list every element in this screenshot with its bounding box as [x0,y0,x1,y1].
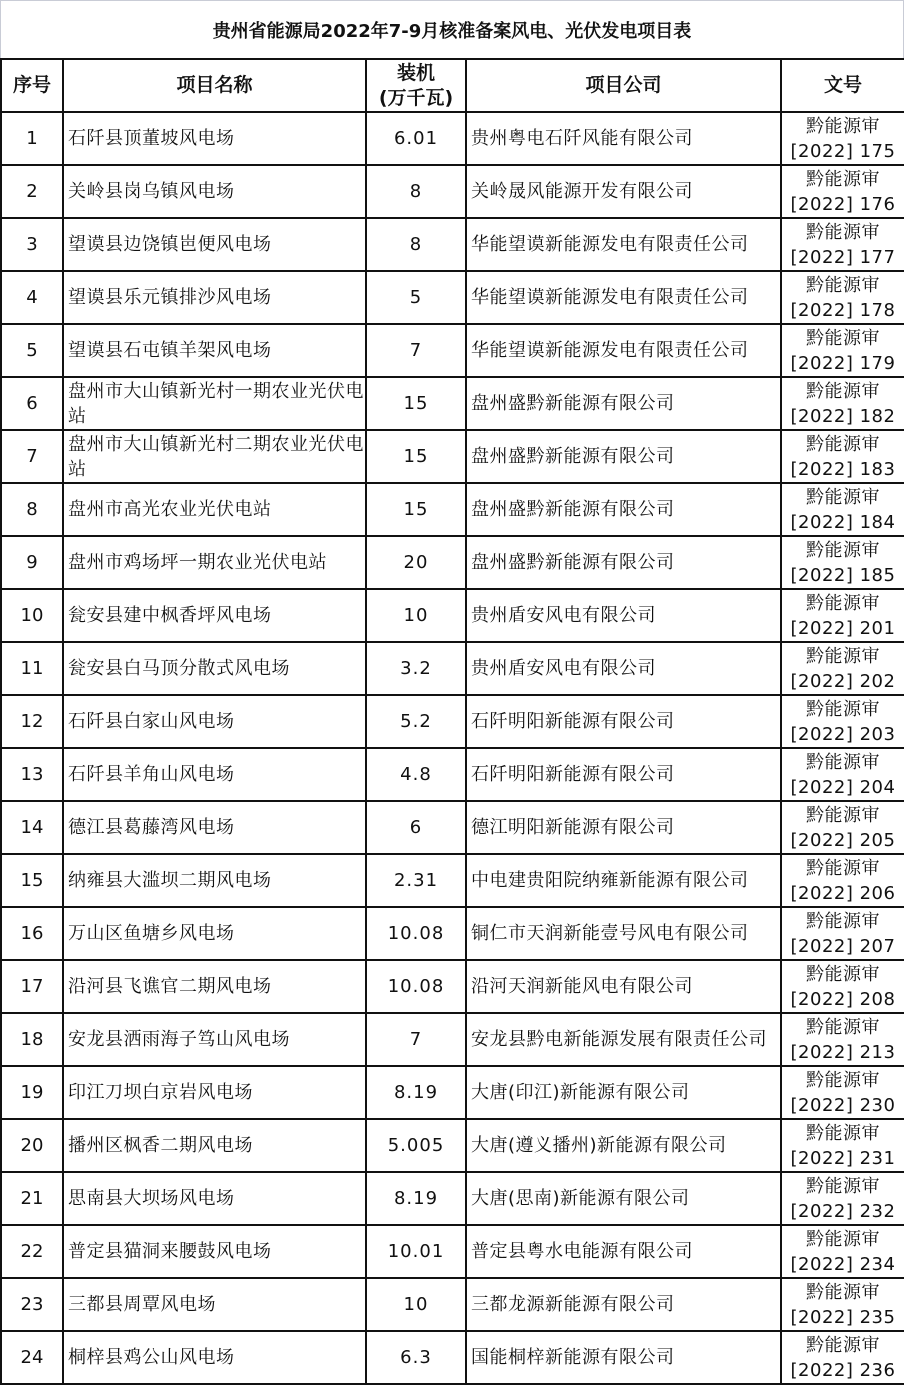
cell-doc-number [781,377,904,430]
table-row [1,218,904,271]
cell-company: 华能望谟新能源发电有限责任公司 [466,324,781,377]
table-row [1,112,904,165]
cell-capacity: 10 [366,1278,466,1331]
table-row [1,1225,904,1278]
cell-project-name: 望谟县边饶镇岜便风电场 [63,218,366,271]
table-row [1,1119,904,1172]
cell-capacity: 5.2 [366,695,466,748]
doc-num: [2022] 201 [790,617,896,639]
doc-prefix: 黔能源审 [806,804,880,826]
doc-prefix: 黔能源审 [806,221,880,243]
header-capacity-line1: 装机 [396,61,435,84]
cell-capacity: 8 [366,165,466,218]
cell-no: 16 [1,907,63,960]
cell-doc-number [781,1331,904,1384]
cell-doc-number [781,324,904,377]
table-row [1,748,904,801]
doc-prefix: 黔能源审 [806,857,880,879]
table-row [1,907,904,960]
cell-capacity: 4.8 [366,748,466,801]
cell-no: 6 [1,377,63,430]
cell-project-name: 安龙县洒雨海子笃山风电场 [63,1013,366,1066]
header-company: 项目公司 [466,59,781,112]
cell-doc-number [781,1278,904,1331]
cell-capacity: 7 [366,324,466,377]
cell-project-name: 瓮安县白马顶分散式风电场 [63,642,366,695]
cell-capacity: 10.01 [366,1225,466,1278]
cell-doc-number [781,430,904,483]
cell-company: 石阡明阳新能源有限公司 [466,748,781,801]
doc-prefix: 黔能源审 [806,380,880,402]
table-row [1,801,904,854]
header-capacity-line2: (万千瓦) [378,86,454,109]
header-doc: 文号 [781,59,904,112]
cell-doc-number [781,536,904,589]
cell-company: 盘州盛黔新能源有限公司 [466,536,781,589]
cell-no: 5 [1,324,63,377]
doc-num: [2022] 185 [790,564,896,586]
doc-num: [2022] 206 [790,882,896,904]
cell-company: 三都龙源新能源有限公司 [466,1278,781,1331]
cell-doc-number [781,483,904,536]
cell-capacity: 6 [366,801,466,854]
doc-num: [2022] 232 [790,1200,896,1222]
cell-project-name: 望谟县乐元镇排沙风电场 [63,271,366,324]
cell-no: 7 [1,430,63,483]
cell-project-name: 桐梓县鸡公山风电场 [63,1331,366,1384]
cell-project-name: 石阡县白家山风电场 [63,695,366,748]
cell-no: 10 [1,589,63,642]
doc-prefix: 黔能源审 [806,1281,880,1303]
cell-capacity: 8.19 [366,1172,466,1225]
cell-capacity: 2.31 [366,854,466,907]
cell-no: 22 [1,1225,63,1278]
doc-num: [2022] 179 [790,352,896,374]
doc-num: [2022] 184 [790,511,896,533]
cell-capacity: 5.005 [366,1119,466,1172]
cell-project-name: 思南县大坝场风电场 [63,1172,366,1225]
table-row [1,324,904,377]
doc-num: [2022] 213 [790,1041,896,1063]
cell-company: 沿河天润新能风电有限公司 [466,960,781,1013]
doc-prefix: 黔能源审 [806,751,880,773]
cell-no: 1 [1,112,63,165]
header-no: 序号 [1,59,63,112]
cell-no: 15 [1,854,63,907]
cell-project-name: 纳雍县大滥坝二期风电场 [63,854,366,907]
cell-project-name: 石阡县羊角山风电场 [63,748,366,801]
cell-capacity: 15 [366,483,466,536]
cell-project-name: 盘州市大山镇新光村一期农业光伏电站 [63,377,366,430]
doc-prefix: 黔能源审 [806,910,880,932]
cell-capacity: 20 [366,536,466,589]
cell-project-name: 盘州市大山镇新光村二期农业光伏电站 [63,430,366,483]
doc-prefix: 黔能源审 [806,592,880,614]
doc-num: [2022] 175 [790,140,896,162]
table-row [1,536,904,589]
cell-company: 贵州盾安风电有限公司 [466,642,781,695]
cell-capacity: 10 [366,589,466,642]
doc-prefix: 黔能源审 [806,963,880,985]
cell-project-name: 播州区枫香二期风电场 [63,1119,366,1172]
doc-num: [2022] 204 [790,776,896,798]
cell-no: 14 [1,801,63,854]
cell-project-name: 印江刀坝白京岩风电场 [63,1066,366,1119]
table-row [1,695,904,748]
cell-doc-number [781,589,904,642]
cell-doc-number [781,1066,904,1119]
cell-capacity: 6.01 [366,112,466,165]
doc-prefix: 黔能源审 [806,1122,880,1144]
cell-no: 18 [1,1013,63,1066]
cell-company: 华能望谟新能源发电有限责任公司 [466,218,781,271]
doc-num: [2022] 234 [790,1253,896,1275]
doc-prefix: 黔能源审 [806,539,880,561]
cell-company: 关岭晟风能源开发有限公司 [466,165,781,218]
cell-project-name: 万山区鱼塘乡风电场 [63,907,366,960]
table-row [1,271,904,324]
cell-capacity: 5 [366,271,466,324]
doc-num: [2022] 203 [790,723,896,745]
doc-prefix: 黔能源审 [806,327,880,349]
cell-doc-number [781,112,904,165]
doc-prefix: 黔能源审 [806,1016,880,1038]
cell-project-name: 盘州市高光农业光伏电站 [63,483,366,536]
doc-num: [2022] 178 [790,299,896,321]
table-row [1,1013,904,1066]
cell-no: 19 [1,1066,63,1119]
cell-no: 2 [1,165,63,218]
projects-table [0,58,904,1385]
cell-doc-number [781,218,904,271]
doc-num: [2022] 230 [790,1094,896,1116]
cell-company: 石阡明阳新能源有限公司 [466,695,781,748]
cell-doc-number [781,748,904,801]
cell-doc-number [781,854,904,907]
header-name: 项目名称 [63,59,366,112]
doc-prefix: 黔能源审 [806,168,880,190]
doc-num: [2022] 182 [790,405,896,427]
cell-project-name: 瓮安县建中枫香坪风电场 [63,589,366,642]
cell-company: 盘州盛黔新能源有限公司 [466,377,781,430]
cell-company: 大唐(遵义播州)新能源有限公司 [466,1119,781,1172]
cell-doc-number [781,1225,904,1278]
table-row [1,1066,904,1119]
cell-capacity: 6.3 [366,1331,466,1384]
cell-doc-number [781,165,904,218]
table-row [1,377,904,430]
doc-prefix: 黔能源审 [806,698,880,720]
cell-capacity: 3.2 [366,642,466,695]
cell-doc-number [781,642,904,695]
cell-company: 贵州粤电石阡风能有限公司 [466,112,781,165]
cell-doc-number [781,907,904,960]
table-row [1,589,904,642]
cell-doc-number [781,1119,904,1172]
doc-prefix: 黔能源审 [806,1228,880,1250]
cell-project-name: 三都县周覃风电场 [63,1278,366,1331]
doc-prefix: 黔能源审 [806,1069,880,1091]
cell-capacity: 10.08 [366,907,466,960]
table-row [1,483,904,536]
table-row [1,960,904,1013]
cell-company: 铜仁市天润新能壹号风电有限公司 [466,907,781,960]
table-row [1,1331,904,1384]
cell-no: 11 [1,642,63,695]
doc-num: [2022] 177 [790,246,896,268]
cell-doc-number [781,801,904,854]
cell-company: 贵州盾安风电有限公司 [466,589,781,642]
table-row [1,854,904,907]
cell-no: 3 [1,218,63,271]
cell-company: 中电建贵阳院纳雍新能源有限公司 [466,854,781,907]
cell-company: 安龙县黔电新能源发展有限责任公司 [466,1013,781,1066]
doc-prefix: 黔能源审 [806,433,880,455]
cell-no: 12 [1,695,63,748]
table-row [1,1172,904,1225]
cell-project-name: 普定县猫洞来腰鼓风电场 [63,1225,366,1278]
cell-project-name: 关岭县岗乌镇风电场 [63,165,366,218]
table-row [1,430,904,483]
cell-company: 大唐(印江)新能源有限公司 [466,1066,781,1119]
cell-capacity: 8.19 [366,1066,466,1119]
cell-company: 德江明阳新能源有限公司 [466,801,781,854]
table-row [1,642,904,695]
cell-no: 20 [1,1119,63,1172]
doc-num: [2022] 183 [790,458,896,480]
cell-project-name: 石阡县顶董坡风电场 [63,112,366,165]
doc-num: [2022] 208 [790,988,896,1010]
doc-prefix: 黔能源审 [806,115,880,137]
doc-prefix: 黔能源审 [806,1334,880,1356]
cell-capacity: 15 [366,377,466,430]
cell-company: 大唐(思南)新能源有限公司 [466,1172,781,1225]
cell-no: 9 [1,536,63,589]
doc-prefix: 黔能源审 [806,274,880,296]
cell-no: 4 [1,271,63,324]
cell-project-name: 德江县葛藤湾风电场 [63,801,366,854]
cell-project-name: 望谟县石屯镇羊架风电场 [63,324,366,377]
header-capacity [366,59,466,112]
cell-no: 17 [1,960,63,1013]
cell-doc-number [781,695,904,748]
cell-company: 国能桐梓新能源有限公司 [466,1331,781,1384]
doc-prefix: 黔能源审 [806,645,880,667]
cell-no: 24 [1,1331,63,1384]
cell-no: 21 [1,1172,63,1225]
cell-capacity: 15 [366,430,466,483]
doc-prefix: 黔能源审 [806,1175,880,1197]
cell-no: 8 [1,483,63,536]
cell-company: 盘州盛黔新能源有限公司 [466,483,781,536]
cell-doc-number [781,1013,904,1066]
table-row [1,165,904,218]
cell-company: 华能望谟新能源发电有限责任公司 [466,271,781,324]
doc-num: [2022] 207 [790,935,896,957]
cell-no: 23 [1,1278,63,1331]
cell-company: 普定县粤水电能源有限公司 [466,1225,781,1278]
doc-prefix: 黔能源审 [806,486,880,508]
table-title: 贵州省能源局2022年7-9月核准备案风电、光伏发电项目表 [0,0,904,58]
cell-doc-number [781,960,904,1013]
doc-num: [2022] 236 [790,1359,896,1381]
cell-no: 13 [1,748,63,801]
cell-doc-number [781,271,904,324]
cell-capacity: 8 [366,218,466,271]
doc-num: [2022] 205 [790,829,896,851]
cell-company: 盘州盛黔新能源有限公司 [466,430,781,483]
cell-capacity: 7 [366,1013,466,1066]
table-row [1,1278,904,1331]
doc-num: [2022] 202 [790,670,896,692]
doc-num: [2022] 176 [790,193,896,215]
doc-num: [2022] 235 [790,1306,896,1328]
cell-doc-number [781,1172,904,1225]
cell-project-name: 盘州市鸡场坪一期农业光伏电站 [63,536,366,589]
header-row [1,59,904,112]
cell-capacity: 10.08 [366,960,466,1013]
doc-num: [2022] 231 [790,1147,896,1169]
cell-project-name: 沿河县飞谯官二期风电场 [63,960,366,1013]
